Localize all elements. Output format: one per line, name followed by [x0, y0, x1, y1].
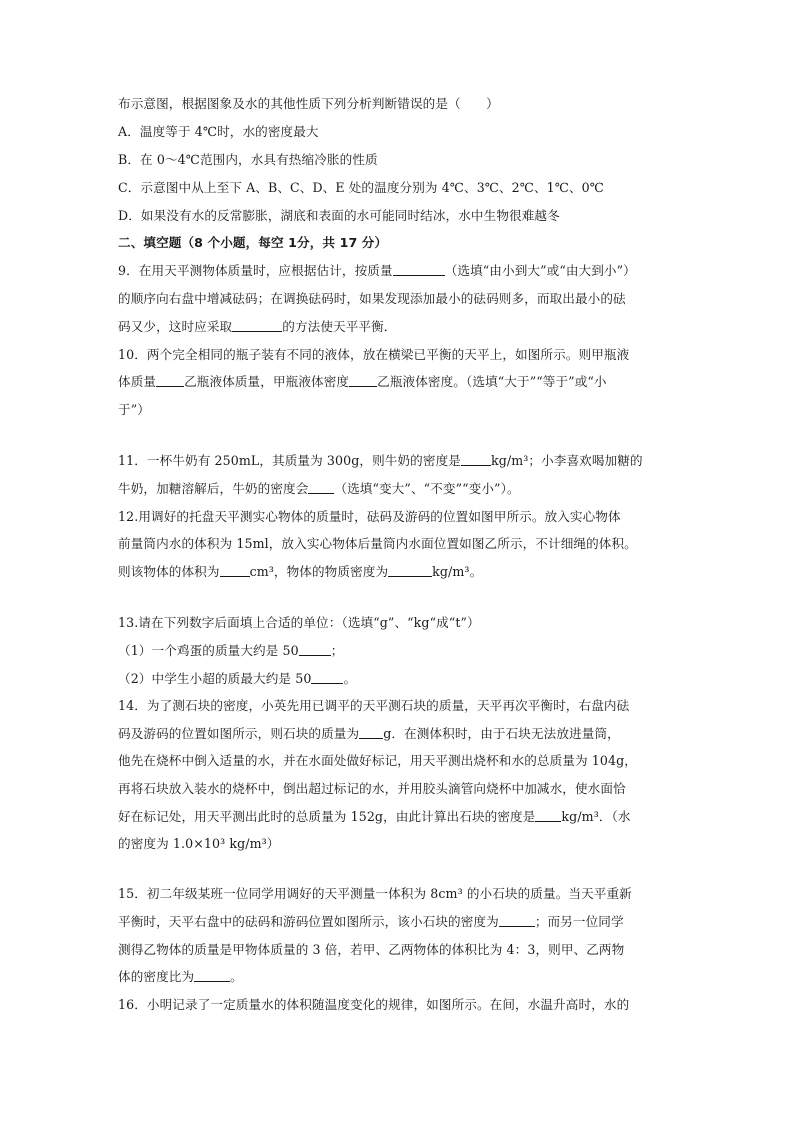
question-10-line-3: 于”） [118, 402, 150, 417]
text-segment: （选填“变大”、“不变”“变小”）。 [334, 481, 520, 496]
text-segment: 好在标记处，用天平测出此时的总质量为 152g，由此计算出石块的密度是 [118, 809, 536, 824]
text-segment: 乙瓶液体质量，甲瓶液体密度 [184, 374, 350, 389]
text-segment: 的方法使天平平衡． [282, 319, 397, 334]
question-10-line-2 [118, 373, 678, 391]
question-11-line-2 [118, 480, 678, 498]
question-14-line-1: 14．为了测石块的密度，小英先用已调平的天平测石块的质量，天平再次平衡时，右盘内砝 [118, 698, 630, 713]
answer-blank[interactable] [299, 643, 331, 656]
text-segment: ； [330, 643, 344, 658]
question-15-line-4 [118, 968, 678, 986]
option-b: B．在 0～4℃范围内，水具有热缩冷胀的性质 [118, 152, 378, 167]
answer-blank[interactable] [311, 671, 343, 684]
question-14-line-3: 他先在烧杯中倒入适量的水，并在水面处做好标记，用天平测出烧杯和水的总质量为 104g， [118, 753, 637, 768]
text-segment: 体质量 [118, 374, 157, 389]
question-13-line-1: 13.请在下列数字后面填上合适的单位：（选填“g”、“kg“成“t”） [118, 615, 480, 630]
question-12-line-3 [118, 563, 678, 581]
question-14-line-5 [118, 808, 678, 826]
text-segment: kg/m³。 [432, 564, 483, 579]
text-segment: 乙瓶液体密度。（选填“大于”“等于”或“小 [377, 374, 607, 389]
answer-blank[interactable] [349, 374, 377, 387]
text-segment: 码及游码的位置如图所示，则石块的质量为 [118, 726, 360, 741]
answer-blank[interactable] [156, 374, 184, 387]
question-10-line-1: 10．两个完全相同的瓶子装有不同的液体，放在横梁已平衡的天平上，如图所示。则甲瓶液 [118, 347, 630, 362]
answer-blank[interactable] [388, 564, 432, 577]
question-16-line-1: 16．小明记录了一定质量水的体积随温度变化的规律，如图所示。在间，水温升高时，水的 [118, 997, 630, 1012]
question-12-line-2: 前量筒内水的体积为 15ml，放入实心物体后量筒内水面位置如图乙所示，不计细绳的体积。 [118, 536, 637, 551]
answer-blank[interactable] [194, 969, 230, 982]
question-15-line-1: 15．初二年级某班一位同学用调好的天平测量一体积为 8cm³ 的小石块的质量。当天平重新 [118, 886, 632, 901]
option-c: C．示意图中从上至下 A、B、C、D、E 处的温度分别为 4℃、3℃、2℃、1℃、0℃ [118, 180, 604, 195]
answer-blank[interactable] [220, 564, 250, 577]
text-segment: 牛奶，加糖溶解后，牛奶的密度会 [118, 481, 309, 496]
text-segment: 码又少，这时应采取 [118, 319, 233, 334]
text-segment: kg/m³．（水 [561, 809, 631, 824]
section-heading: 二、填空题（8 个小题，每空 1分，共 17 分） [118, 235, 388, 250]
text-segment: g．在测体积时，由于石块无法放进量筒， [383, 726, 620, 741]
question-14-line-4: 再将石块放入装水的烧杯中，倒出超过标记的水，并用胶头滴管向烧杯中加减水，使水面恰 [118, 781, 626, 796]
question-12-line-1: 12.用调好的托盘天平测实心物体的质量时，砝码及游码的位置如图甲所示。放入实心物体 [118, 509, 621, 524]
text-segment: （1）一个鸡蛋的质量大约是 50 [118, 643, 299, 658]
answer-blank[interactable] [499, 914, 535, 927]
text-segment: cm³，物体的物质密度为 [249, 564, 389, 579]
question-13-part-1 [118, 642, 678, 660]
text-line: 布示意图，根据图象及水的其他性质下列分析判断错误的是（ ） [118, 96, 499, 111]
question-11-line-1 [118, 452, 678, 470]
text-segment: kg/m³；小李喜欢喝加糖的 [490, 453, 643, 468]
question-9-line-3 [118, 318, 678, 336]
text-segment: 体的密度比为 [118, 969, 195, 984]
text-segment: 11．一杯牛奶有 250mL，其质量为 300g，则牛奶的密度是 [118, 453, 461, 468]
text-segment: ；而另一位同学 [534, 914, 624, 929]
question-13-part-2 [118, 670, 678, 688]
text-segment: （2）中学生小超的质最大约是 50 [118, 671, 312, 686]
answer-blank[interactable] [232, 319, 282, 332]
text-segment: 则该物体的体积为 [118, 564, 220, 579]
answer-blank[interactable] [535, 809, 561, 822]
answer-blank[interactable] [461, 453, 491, 466]
text-segment: 。 [230, 969, 243, 984]
text-segment: （选填“由小到大”或“由大到小”） [444, 263, 636, 278]
question-14-line-6: 的密度为 1.0×10³ kg/m³） [118, 836, 280, 851]
question-14-line-2 [118, 725, 678, 743]
text-segment: 9．在用天平测物体质量时，应根据估计，按质量 [118, 263, 393, 278]
answer-blank[interactable] [308, 481, 334, 494]
text-segment: 。 [343, 671, 357, 686]
question-9-line-2: 的顺序向右盘中增减砝码；在调换砝码时，如果发现添加最小的砝码则多，而取出最小的砝 [118, 291, 626, 306]
option-a: A．温度等于 4℃时，水的密度最大 [118, 124, 319, 139]
answer-blank[interactable] [359, 726, 383, 739]
question-15-line-2 [118, 913, 678, 931]
option-d: D．如果没有水的反常膨胀，湖底和表面的水可能同时结冰，水中生物很难越冬 [118, 208, 560, 223]
text-segment: 平衡时，天平右盘中的砝码和游码位置如图所示，该小石块的密度为 [118, 914, 499, 929]
question-15-line-3: 测得乙物体的质量是甲物体质量的 3 倍，若甲、乙两物体的体积比为 4：3，则甲、乙两物 [118, 942, 625, 957]
answer-blank[interactable] [393, 263, 445, 276]
question-9-line-1 [118, 262, 678, 280]
